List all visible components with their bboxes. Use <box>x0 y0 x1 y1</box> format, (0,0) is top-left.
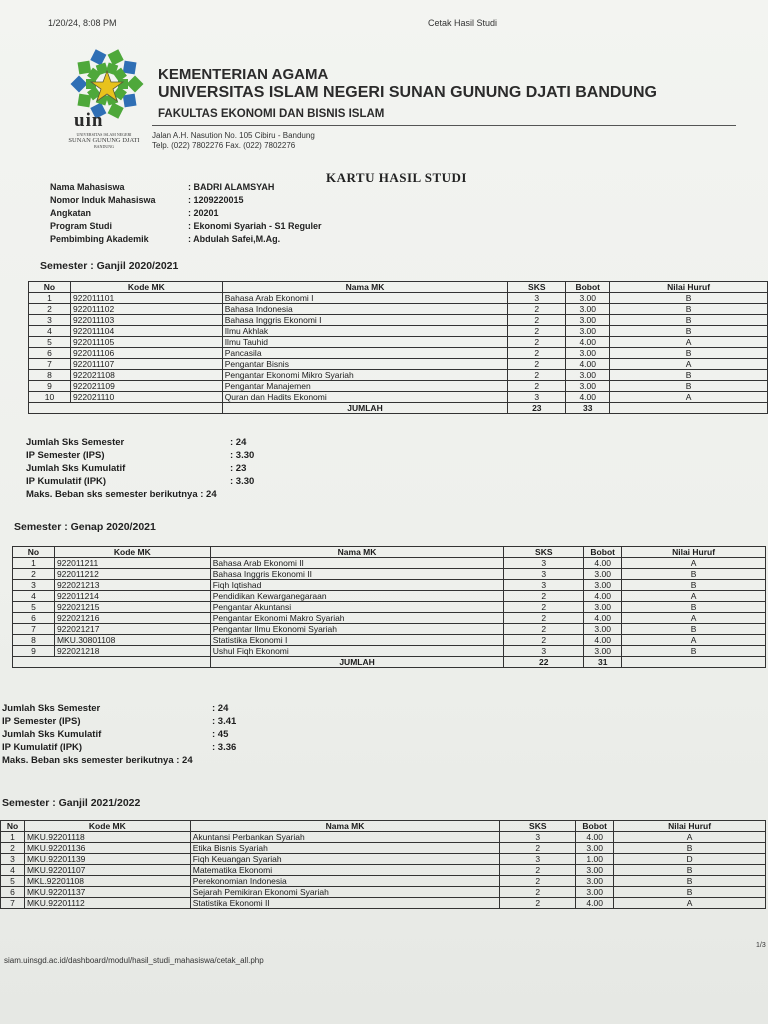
cell-no: 10 <box>29 392 71 403</box>
logo-tile <box>77 61 91 75</box>
total-sks: 22 <box>504 657 584 668</box>
cell-no: 6 <box>13 613 55 624</box>
cell-nama: Ushul Fiqh Ekonomi <box>210 646 504 657</box>
table-row <box>13 646 766 657</box>
cell-kode: MKU.92201107 <box>24 865 190 876</box>
col-kode: Kode MK <box>70 282 222 293</box>
cell-nilai: B <box>610 304 768 315</box>
cell-nama: Fiqh Iqtishad <box>210 580 504 591</box>
cell-bobot: 3.00 <box>566 315 610 326</box>
cell-no: 5 <box>29 337 71 348</box>
cell-bobot: 4.00 <box>584 558 622 569</box>
cell-nama: Quran dan Hadits Ekonomi <box>222 392 508 403</box>
cell-nilai: B <box>614 865 766 876</box>
label: Jumlah Sks Semester <box>2 703 101 714</box>
total-row <box>13 657 766 668</box>
cell-bobot: 3.00 <box>576 843 614 854</box>
cell-sks: 2 <box>508 359 566 370</box>
value: : 24 <box>230 437 247 448</box>
label: Nomor Induk Mahasiswa <box>50 195 156 205</box>
cell-no: 2 <box>1 843 25 854</box>
table-row <box>29 359 768 370</box>
total-nilai <box>622 657 766 668</box>
table-row <box>13 602 766 613</box>
col-sks: SKS <box>504 547 584 558</box>
cell-bobot: 3.00 <box>584 646 622 657</box>
cell-sks: 2 <box>508 304 566 315</box>
table-row <box>29 304 768 315</box>
table-row <box>1 854 766 865</box>
table-row <box>1 876 766 887</box>
cell-bobot: 4.00 <box>584 613 622 624</box>
cell-kode: 922011103 <box>70 315 222 326</box>
cell-sks: 2 <box>508 326 566 337</box>
label: Maks. Beban sks semester berikutnya : 24 <box>2 755 193 766</box>
logo-tile <box>77 94 91 108</box>
address-block <box>152 131 315 151</box>
cell-sks: 3 <box>504 646 584 657</box>
cell-kode: MKU.92201139 <box>24 854 190 865</box>
summary-kumulatif <box>26 462 247 475</box>
cell-bobot: 4.00 <box>576 832 614 843</box>
col-nilai: Nilai Huruf <box>614 821 766 832</box>
semester-title: Semester : Ganjil 2020/2021 <box>40 260 179 272</box>
cell-no: 1 <box>29 293 71 304</box>
cell-kode: 922011107 <box>70 359 222 370</box>
logo-tile <box>71 76 88 93</box>
cell-nilai: B <box>622 569 766 580</box>
semester-title: Semester : Ganjil 2021/2022 <box>2 797 141 809</box>
logo-subtitle <box>54 132 154 149</box>
cell-sks: 3 <box>504 569 584 580</box>
cell-bobot: 3.00 <box>566 293 610 304</box>
cell-nama: Ilmu Akhlak <box>222 326 508 337</box>
cell-nilai: B <box>622 602 766 613</box>
cell-no: 6 <box>29 348 71 359</box>
cell-sks: 2 <box>508 381 566 392</box>
cell-sks: 3 <box>504 580 584 591</box>
table-row <box>1 887 766 898</box>
cell-sks: 2 <box>504 591 584 602</box>
cell-kode: 922021216 <box>54 613 210 624</box>
value: : 3.30 <box>230 450 255 461</box>
semester-title: Semester : Genap 2020/2021 <box>14 521 156 533</box>
cell-kode: 922021109 <box>70 381 222 392</box>
summary-kumulatif <box>2 728 229 741</box>
cell-nilai: B <box>610 381 768 392</box>
cell-sks: 3 <box>508 293 566 304</box>
student-prodi-row <box>50 220 322 233</box>
cell-nilai: A <box>614 898 766 909</box>
table-row <box>1 843 766 854</box>
cell-kode: 922011102 <box>70 304 222 315</box>
label: IP Kumulatif (IPK) <box>2 742 83 753</box>
logo-subtitle-small: UNIVERSITAS ISLAM NEGERI <box>76 132 132 137</box>
label: Program Studi <box>50 221 113 231</box>
cell-nama: Fiqh Keuangan Syariah <box>190 854 500 865</box>
cell-sks: 2 <box>504 635 584 646</box>
table-row <box>13 569 766 580</box>
cell-nama: Bahasa Inggris Ekonomi II <box>210 569 504 580</box>
student-angkatan-row <box>50 207 322 220</box>
cell-bobot: 3.00 <box>576 876 614 887</box>
cell-bobot: 3.00 <box>566 370 610 381</box>
cell-bobot: 3.00 <box>566 381 610 392</box>
cell-no: 9 <box>13 646 55 657</box>
cell-no: 1 <box>13 558 55 569</box>
cell-nama: Pancasila <box>222 348 508 359</box>
table-row <box>13 624 766 635</box>
cell-no: 1 <box>1 832 25 843</box>
grades-table <box>12 546 766 668</box>
logo-tile <box>123 94 137 108</box>
table-row <box>13 580 766 591</box>
cell-kode: MKU.92201118 <box>24 832 190 843</box>
value: : 20201 <box>188 208 219 218</box>
total-bobot: 33 <box>566 403 610 414</box>
value: : 3.41 <box>212 716 237 727</box>
cell-nama: Pengantar Manajemen <box>222 381 508 392</box>
cell-nilai: B <box>610 326 768 337</box>
cell-sks: 3 <box>500 832 576 843</box>
print-page-title: Cetak Hasil Studi <box>428 18 498 28</box>
semester-summary <box>2 702 237 767</box>
col-nilai: Nilai Huruf <box>622 547 766 558</box>
col-nilai: Nilai Huruf <box>610 282 768 293</box>
cell-kode: MKU.30801108 <box>54 635 210 646</box>
total-label: JUMLAH <box>210 657 504 668</box>
student-nim-row <box>50 194 322 207</box>
cell-bobot: 3.00 <box>584 580 622 591</box>
value: : 3.36 <box>212 742 237 753</box>
table-header-row <box>29 282 768 293</box>
student-name-row <box>50 181 322 194</box>
summary-ipk <box>2 741 237 754</box>
address-line: Jalan A.H. Nasution No. 105 Cibiru - Bandung <box>152 131 315 140</box>
table-row <box>29 370 768 381</box>
cell-kode: 922021108 <box>70 370 222 381</box>
cell-kode: MKU.92201136 <box>24 843 190 854</box>
cell-kode: 922011214 <box>54 591 210 602</box>
cell-nilai: A <box>622 613 766 624</box>
table-row <box>29 293 768 304</box>
cell-nilai: A <box>614 832 766 843</box>
summary-maks <box>2 754 193 767</box>
cell-nilai: B <box>610 370 768 381</box>
label: Nama Mahasiswa <box>50 182 125 192</box>
table-row <box>29 337 768 348</box>
cell-nama: Pendidikan Kewarganegaraan <box>210 591 504 602</box>
cell-bobot: 4.00 <box>576 898 614 909</box>
value: : 1209220015 <box>188 195 244 205</box>
value: : Abdulah Safei,M.Ag. <box>188 234 281 244</box>
label: Jumlah Sks Kumulatif <box>2 729 102 740</box>
value: : 24 <box>212 703 229 714</box>
cell-kode: 922011106 <box>70 348 222 359</box>
col-nama: Nama MK <box>190 821 500 832</box>
cell-nama: Akuntansi Perbankan Syariah <box>190 832 500 843</box>
label: IP Kumulatif (IPK) <box>26 476 107 487</box>
cell-nama: Etika Bisnis Syariah <box>190 843 500 854</box>
cell-bobot: 4.00 <box>584 635 622 646</box>
col-bobot: Bobot <box>576 821 614 832</box>
cell-bobot: 3.00 <box>566 348 610 359</box>
cell-sks: 2 <box>508 315 566 326</box>
cell-bobot: 3.00 <box>576 865 614 876</box>
cell-sks: 2 <box>504 624 584 635</box>
cell-bobot: 3.00 <box>566 304 610 315</box>
cell-nilai: A <box>610 359 768 370</box>
table-row <box>13 635 766 646</box>
total-row <box>29 403 768 414</box>
cell-sks: 3 <box>500 854 576 865</box>
cell-no: 4 <box>29 326 71 337</box>
table-row <box>29 326 768 337</box>
cell-nilai: A <box>622 591 766 602</box>
cell-bobot: 3.00 <box>576 887 614 898</box>
cell-no: 2 <box>13 569 55 580</box>
col-no: No <box>13 547 55 558</box>
table-row <box>13 613 766 624</box>
cell-nilai: B <box>614 887 766 898</box>
cell-bobot: 4.00 <box>584 591 622 602</box>
cell-nilai: A <box>622 558 766 569</box>
cell-sks: 2 <box>500 843 576 854</box>
cell-nilai: B <box>614 876 766 887</box>
summary-jumlah-sks <box>26 436 247 449</box>
cell-nilai: A <box>610 337 768 348</box>
cell-sks: 3 <box>504 558 584 569</box>
table-row <box>1 865 766 876</box>
cell-sks: 2 <box>500 898 576 909</box>
cell-kode: 922011101 <box>70 293 222 304</box>
summary-ips <box>26 449 255 462</box>
grades-table <box>28 281 768 414</box>
cell-kode: MKU.92201112 <box>24 898 190 909</box>
total-spacer <box>29 403 223 414</box>
cell-kode: 922011104 <box>70 326 222 337</box>
col-nama: Nama MK <box>210 547 504 558</box>
cell-nama: Perekonomian Indonesia <box>190 876 500 887</box>
cell-no: 4 <box>1 865 25 876</box>
summary-ipk <box>26 475 255 488</box>
cell-sks: 2 <box>500 887 576 898</box>
table-row <box>1 898 766 909</box>
cell-nama: Pengantar Bisnis <box>222 359 508 370</box>
cell-no: 3 <box>29 315 71 326</box>
value: : Ekonomi Syariah - S1 Reguler <box>188 221 322 231</box>
cell-kode: 922011105 <box>70 337 222 348</box>
logo-tile <box>123 61 137 75</box>
cell-kode: 922011211 <box>54 558 210 569</box>
cell-nama: Pengantar Ekonomi Mikro Syariah <box>222 370 508 381</box>
col-nama: Nama MK <box>222 282 508 293</box>
col-no: No <box>29 282 71 293</box>
cell-nilai: D <box>614 854 766 865</box>
col-bobot: Bobot <box>566 282 610 293</box>
page-number: 1/3 <box>756 942 766 949</box>
logo-tile <box>127 76 144 93</box>
cell-no: 8 <box>13 635 55 646</box>
cell-sks: 2 <box>508 348 566 359</box>
cell-nama: Ilmu Tauhid <box>222 337 508 348</box>
cell-nilai: B <box>622 624 766 635</box>
col-kode: Kode MK <box>24 821 190 832</box>
table-row <box>29 348 768 359</box>
cell-nama: Statistika Ekonomi I <box>210 635 504 646</box>
ministry-name: KEMENTERIAN AGAMA <box>158 66 329 83</box>
cell-nilai: B <box>610 293 768 304</box>
cell-nilai: B <box>610 348 768 359</box>
cell-kode: MKU.92201137 <box>24 887 190 898</box>
grades-table <box>0 820 766 909</box>
table-row <box>29 381 768 392</box>
total-label: JUMLAH <box>222 403 508 414</box>
col-sks: SKS <box>500 821 576 832</box>
cell-sks: 2 <box>500 865 576 876</box>
cell-nama: Pengantar Akuntansi <box>210 602 504 613</box>
cell-sks: 3 <box>508 392 566 403</box>
table-row <box>29 315 768 326</box>
cell-bobot: 4.00 <box>566 392 610 403</box>
label: IP Semester (IPS) <box>26 450 105 461</box>
cell-nilai: A <box>610 392 768 403</box>
cell-no: 5 <box>13 602 55 613</box>
cell-no: 7 <box>13 624 55 635</box>
cell-bobot: 3.00 <box>566 326 610 337</box>
total-nilai <box>610 403 768 414</box>
cell-nilai: B <box>622 580 766 591</box>
label: Pembimbing Akademik <box>50 234 149 244</box>
cell-nama: Bahasa Inggris Ekonomi I <box>222 315 508 326</box>
cell-sks: 2 <box>508 337 566 348</box>
value: : 3.30 <box>230 476 255 487</box>
document-title: KARTU HASIL STUDI <box>326 170 467 185</box>
label: Jumlah Sks Semester <box>26 437 125 448</box>
semester-summary <box>26 436 255 501</box>
header-divider <box>152 125 736 126</box>
faculty-name: FAKULTAS EKONOMI DAN BISNIS ISLAM <box>158 108 385 120</box>
table-row <box>13 591 766 602</box>
cell-no: 5 <box>1 876 25 887</box>
phone-line: Telp. (022) 7802276 Fax. (022) 7802276 <box>152 141 296 150</box>
cell-kode: 922021110 <box>70 392 222 403</box>
print-url: siam.uinsgd.ac.id/dashboard/modul/hasil_studi_mahasiswa/cetak_all.php <box>4 956 264 965</box>
cell-nama: Sejarah Pemikiran Ekonomi Syariah <box>190 887 500 898</box>
logo-subtitle-city: BANDUNG <box>94 144 114 149</box>
cell-sks: 2 <box>508 370 566 381</box>
print-datetime: 1/20/24, 8:08 PM <box>48 18 117 28</box>
col-bobot: Bobot <box>584 547 622 558</box>
cell-sks: 2 <box>500 876 576 887</box>
col-no: No <box>1 821 25 832</box>
table-header-row <box>1 821 766 832</box>
table-row <box>29 392 768 403</box>
total-spacer <box>13 657 211 668</box>
cell-sks: 2 <box>504 613 584 624</box>
cell-nama: Bahasa Arab Ekonomi II <box>210 558 504 569</box>
cell-no: 3 <box>13 580 55 591</box>
cell-nama: Pengantar Ilmu Ekonomi Syariah <box>210 624 504 635</box>
cell-bobot: 3.00 <box>584 569 622 580</box>
cell-kode: 922021215 <box>54 602 210 613</box>
label: IP Semester (IPS) <box>2 716 81 727</box>
cell-nama: Matematika Ekonomi <box>190 865 500 876</box>
cell-no: 7 <box>29 359 71 370</box>
total-bobot: 31 <box>584 657 622 668</box>
cell-nilai: A <box>622 635 766 646</box>
cell-no: 6 <box>1 887 25 898</box>
student-pembimbing-row <box>50 233 322 246</box>
cell-bobot: 1.00 <box>576 854 614 865</box>
table-row <box>13 558 766 569</box>
cell-sks: 2 <box>504 602 584 613</box>
cell-kode: 922021213 <box>54 580 210 591</box>
cell-nama: Bahasa Arab Ekonomi I <box>222 293 508 304</box>
logo-wordmark: uin <box>74 110 104 131</box>
cell-no: 7 <box>1 898 25 909</box>
summary-ips <box>2 715 237 728</box>
cell-no: 2 <box>29 304 71 315</box>
cell-bobot: 4.00 <box>566 337 610 348</box>
summary-maks <box>26 488 217 501</box>
cell-no: 4 <box>13 591 55 602</box>
col-sks: SKS <box>508 282 566 293</box>
label: Maks. Beban sks semester berikutnya : 24 <box>26 489 217 500</box>
cell-nilai: B <box>610 315 768 326</box>
cell-nama: Bahasa Indonesia <box>222 304 508 315</box>
value: : 23 <box>230 463 247 474</box>
cell-kode: 922021217 <box>54 624 210 635</box>
logo-subtitle-main: SUNAN GUNUNG DJATI <box>68 137 140 144</box>
university-name: UNIVERSITAS ISLAM NEGERI SUNAN GUNUNG DJATI BANDUNG <box>158 84 657 101</box>
label: Angkatan <box>50 208 92 218</box>
table-row <box>1 832 766 843</box>
cell-kode: 922021218 <box>54 646 210 657</box>
cell-bobot: 3.00 <box>584 624 622 635</box>
cell-bobot: 3.00 <box>584 602 622 613</box>
cell-nilai: B <box>614 843 766 854</box>
cell-no: 8 <box>29 370 71 381</box>
student-info <box>50 181 322 246</box>
col-kode: Kode MK <box>54 547 210 558</box>
cell-kode: MKL.92201108 <box>24 876 190 887</box>
total-sks: 23 <box>508 403 566 414</box>
label: Jumlah Sks Kumulatif <box>26 463 126 474</box>
cell-bobot: 4.00 <box>566 359 610 370</box>
cell-nilai: B <box>622 646 766 657</box>
summary-jumlah-sks <box>2 702 229 715</box>
cell-no: 3 <box>1 854 25 865</box>
value: : 45 <box>212 729 229 740</box>
cell-kode: 922011212 <box>54 569 210 580</box>
table-header-row <box>13 547 766 558</box>
cell-no: 9 <box>29 381 71 392</box>
value: : BADRI ALAMSYAH <box>188 182 275 192</box>
cell-nama: Pengantar Ekonomi Makro Syariah <box>210 613 504 624</box>
cell-nama: Statistika Ekonomi II <box>190 898 500 909</box>
